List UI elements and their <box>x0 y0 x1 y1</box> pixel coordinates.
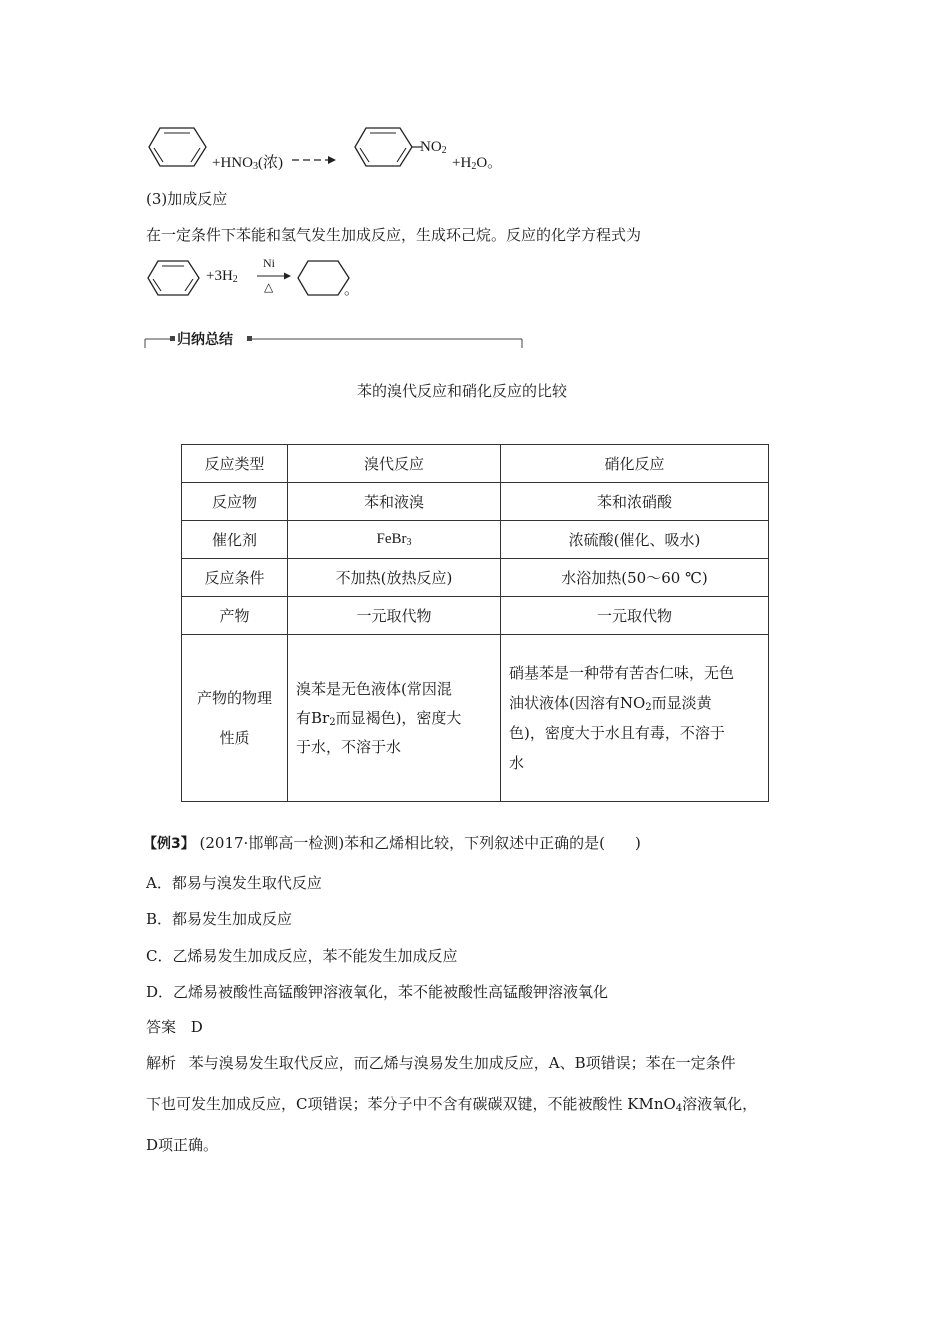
option-a: A．都易与溴发生取代反应 <box>146 874 322 892</box>
table-row <box>182 483 769 521</box>
table-row <box>182 445 769 483</box>
table-cell: 不加热(放热反应) <box>288 559 501 597</box>
table-cell: 苯和浓硝酸 <box>501 483 769 521</box>
analysis-line-3: D项正确。 <box>146 1136 219 1154</box>
example-stem: 【例3】 (2017·邯郸高一检测)苯和乙烯相比较，下列叙述中正确的是( ) <box>143 834 641 852</box>
table-cell: 一元取代物 <box>288 597 501 635</box>
analysis-line-2: 下也可发生加成反应，C项错误；苯分子中不含有碳碳双键，不能被酸性 KMnO$_4$溶液氧化， <box>146 1095 758 1114</box>
table-cell: 硝化反应 <box>501 445 769 483</box>
answer-label: 答案 <box>146 1018 177 1036</box>
benzene-ring-icon <box>146 124 210 170</box>
nitration-byproduct: $+H_2O$。 <box>452 155 503 172</box>
nitro-group: $NO_2$ <box>420 139 447 156</box>
table-cell: 反应物 <box>182 483 288 521</box>
addition-text: 在一定条件下苯能和氢气发生加成反应，生成环己烷。反应的化学方程式为 <box>146 226 642 244</box>
table-cell: 反应类型 <box>182 445 288 483</box>
option-b: B．都易发生加成反应 <box>146 910 293 928</box>
table-cell: 产物的物理 性质 <box>182 635 288 802</box>
nitration-reagent: $+HNO_3$(浓) <box>212 155 283 172</box>
addition-reagent: $+3H_2$ <box>206 268 238 285</box>
table-cell: 产物 <box>182 597 288 635</box>
benzene-ring-icon <box>146 258 202 298</box>
example-tag: 【例3】 <box>143 836 195 852</box>
table-cell: 一元取代物 <box>501 597 769 635</box>
answer-value: D <box>190 1018 203 1036</box>
heat-symbol: △ <box>264 280 274 294</box>
table-row <box>182 597 769 635</box>
table-cell: 溴代反应 <box>288 445 501 483</box>
table-row <box>182 635 769 802</box>
table-cell: 反应条件 <box>182 559 288 597</box>
comparison-table <box>181 444 769 802</box>
table-cell: 苯和液溴 <box>288 483 501 521</box>
dashed-arrow-icon <box>292 154 336 166</box>
reaction-arrow-icon <box>257 271 291 281</box>
catalyst-label: Ni <box>263 256 275 270</box>
table-row <box>182 521 769 559</box>
summary-title: 归纳总结 <box>177 332 233 348</box>
table-cell: 浓硫酸(催化、吸水) <box>501 521 769 559</box>
table-cell: 溴苯是无色液体(常因混 有$Br_2$而显褐色)，密度大 于水，不溶于水 <box>288 635 501 802</box>
table-cell: 催化剂 <box>182 521 288 559</box>
table-cell: 硝基苯是一种带有苦杏仁味，无色 油状液体(因溶有$NO_2$而显淡黄 色)，密度大于水且有毒，不溶于 水 <box>501 635 769 802</box>
analysis-line-1: 解析 苯与溴易发生取代反应，而乙烯与溴易发生加成反应，A、B项错误；苯在一定条件 <box>146 1054 736 1072</box>
addition-heading: (3)加成反应 <box>146 190 228 208</box>
answer-line <box>146 1016 203 1037</box>
option-d: D．乙烯易被酸性高锰酸钾溶液氧化，苯不能被酸性高锰酸钾溶液氧化 <box>146 983 609 1001</box>
option-c: C．乙烯易发生加成反应，苯不能发生加成反应 <box>146 947 458 965</box>
addition-end: 。 <box>344 280 360 298</box>
table-caption: 苯的溴代反应和硝化反应的比较 <box>357 382 568 400</box>
table-row <box>182 559 769 597</box>
table-cell: 水浴加热(50～60 ℃) <box>501 559 769 597</box>
table-cell: FeBr$_3$ <box>288 521 501 559</box>
nitrobenzene-ring-icon <box>352 124 422 170</box>
analysis-label: 解析 <box>146 1054 177 1072</box>
